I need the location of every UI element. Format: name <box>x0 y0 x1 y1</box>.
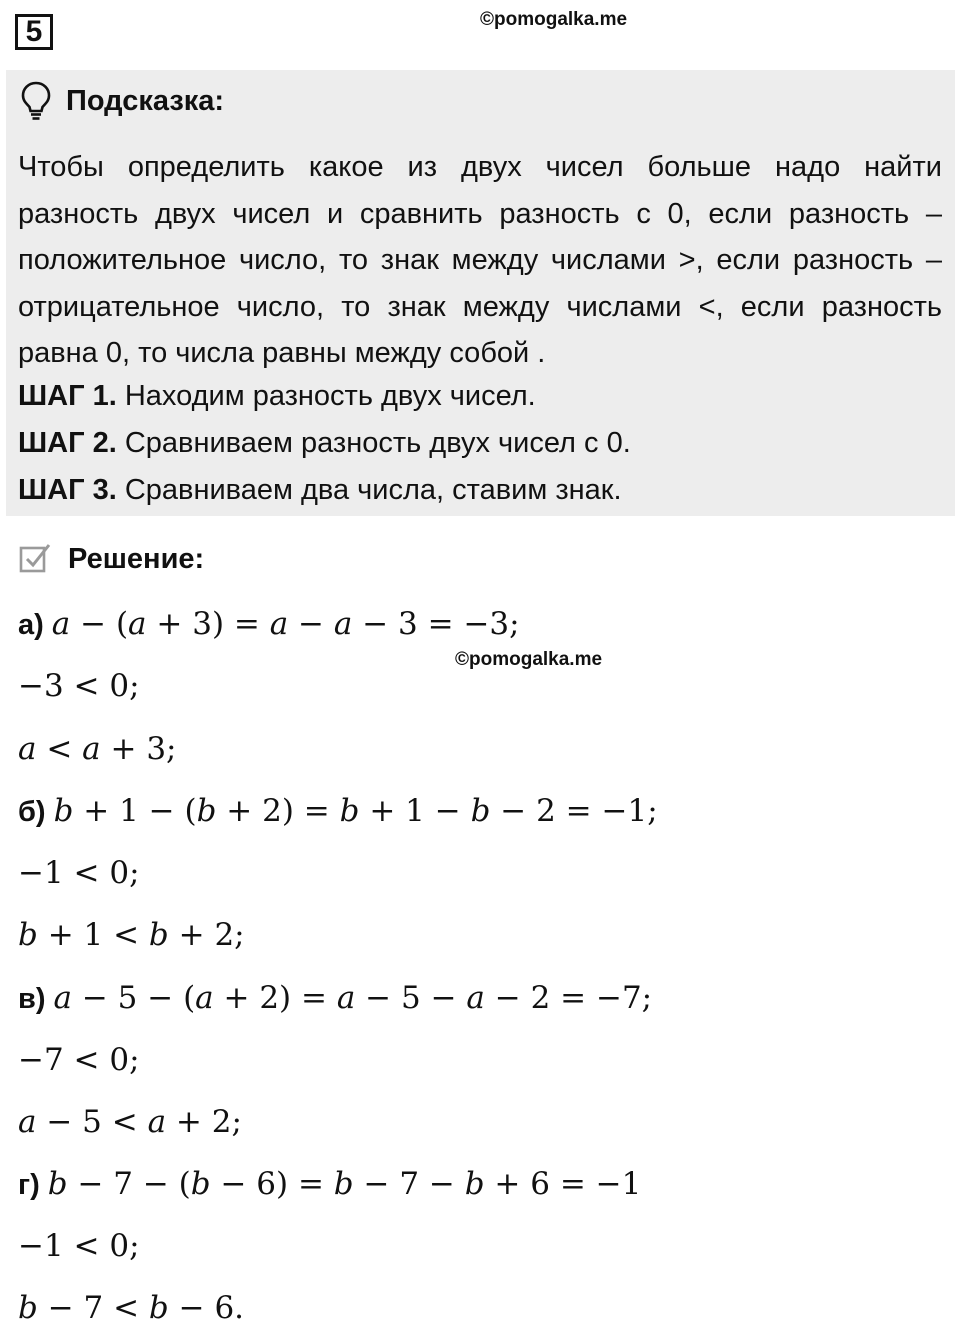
solution-line <box>18 917 245 953</box>
part-label: в) <box>18 983 46 1015</box>
math-expression: 𝑏 + 1 < 𝑏 + 2; <box>18 917 245 953</box>
math-expression: 𝑎 − 5 < 𝑎 + 2; <box>18 1104 242 1140</box>
math-expression: 𝑎 − (𝑎 + 3) = 𝑎 − 𝑎 − 3 = −3; <box>51 606 520 642</box>
solution-line <box>18 1104 242 1140</box>
solution-line <box>18 668 140 704</box>
step-2 <box>18 427 631 460</box>
step-label: ШАГ 3. <box>18 474 117 506</box>
solution-line <box>18 606 520 642</box>
hint-title: Подсказка: <box>66 84 225 117</box>
step-text: Находим разность двух чисел. <box>116 380 536 412</box>
task-number: 5 <box>25 15 43 48</box>
solution-line <box>18 1042 140 1078</box>
solution-line <box>18 1166 641 1202</box>
math-expression: −3 < 0; <box>18 668 140 704</box>
part-label: а) <box>18 609 44 641</box>
math-expression: 𝑎 < 𝑎 + 3; <box>18 731 177 767</box>
lightbulb-icon <box>20 80 52 122</box>
hint-panel <box>6 70 955 516</box>
math-expression: 𝑏 − 7 < 𝑏 − 6. <box>18 1290 245 1326</box>
checkbox-checked-icon <box>18 542 52 576</box>
task-number-box <box>15 14 53 50</box>
hint-text: Чтобы определить какое из двух чисел больше надо найти разность двух чисел и сравнить разность с 0, если разность – положительное число, то знак между числами >, если разность – отрицательное число, то знак между числами <, если разность равна 0, то числа равны между собой . <box>18 151 942 370</box>
step-3 <box>18 474 622 507</box>
solution-line <box>18 980 652 1016</box>
part-label: г) <box>18 1169 40 1201</box>
step-label: ШАГ 2. <box>18 427 117 459</box>
solution-line <box>18 731 177 767</box>
math-expression: 𝑏 − 7 − (𝑏 − 6) = 𝑏 − 7 − 𝑏 + 6 = −1 <box>47 1166 642 1202</box>
math-expression: 𝑎 − 5 − (𝑎 + 2) = 𝑎 − 5 − 𝑎 − 2 = −7; <box>53 980 653 1016</box>
step-text: Сравниваем разность двух чисел с 0. <box>116 427 631 459</box>
solution-line <box>18 1228 140 1264</box>
solution-title: Решение: <box>68 542 205 575</box>
part-label: б) <box>18 796 46 828</box>
hint-header <box>20 80 224 122</box>
math-expression: −7 < 0; <box>18 1042 140 1078</box>
math-expression: −1 < 0; <box>18 1228 140 1264</box>
step-1 <box>18 380 536 413</box>
solution-header <box>18 542 204 576</box>
watermark-middle: ©pomogalka.me <box>455 649 603 670</box>
solution-line <box>18 855 140 891</box>
solution-line <box>18 1290 244 1326</box>
solution-line <box>18 793 658 829</box>
math-expression: 𝑏 + 1 − (𝑏 + 2) = 𝑏 + 1 − 𝑏 − 2 = −1; <box>53 793 658 829</box>
math-expression: −1 < 0; <box>18 855 140 891</box>
step-label: ШАГ 1. <box>18 380 117 412</box>
watermark-top: ©pomogalka.me <box>480 9 628 30</box>
step-text: Сравниваем два числа, ставим знак. <box>116 474 622 506</box>
